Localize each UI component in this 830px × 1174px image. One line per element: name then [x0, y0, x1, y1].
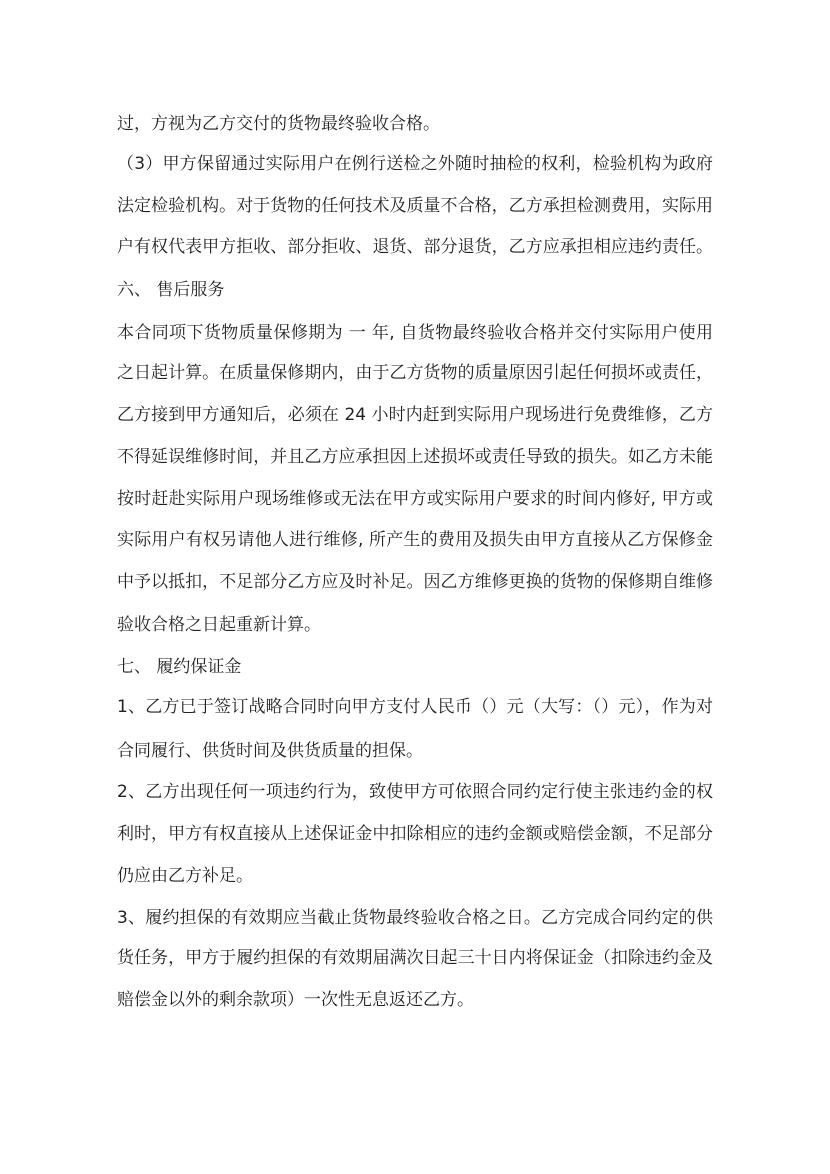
text-line: 货任务，甲方于履约担保的有效期届满次日起三十日内将保证金（扣除违约金及 [117, 948, 713, 968]
text-line: 中予以抵扣，不足部分乙方应及时补足。因乙方维修更换的货物的保修期自维修 [117, 572, 713, 592]
text-line: 2、乙方出现任何一项违约行为，致使甲方可依照合同约定行使主张违约金的权 [117, 782, 713, 802]
text-line: 本合同项下货物质量保修期为 一 年, 自货物最终验收合格并交付实际用户使用 [117, 323, 713, 343]
text-line: 赔偿金以外的剩余款项）一次性无息返还乙方。 [117, 990, 474, 1010]
text-line: 利时，甲方有权直接从上述保证金中扣除相应的违约金额或赔偿金额，不足部分 [117, 824, 713, 844]
text-line: 验收合格之日起重新计算。 [117, 615, 321, 635]
text-line: 之日起计算。在质量保修期内，由于乙方货物的质量原因引起任何损坏或责任， [117, 363, 713, 383]
text-line: 1、乙方已于签订战略合同时向甲方支付人民币（）元（大写：（）元），作为对 [117, 697, 713, 717]
text-line: 法定检验机构。对于货物的任何技术及质量不合格，乙方承担检测费用，实际用 [117, 196, 713, 216]
text-line: 不得延误维修时间，并且乙方应承担因上述损坏或责任导致的损失。如乙方未能 [117, 447, 713, 467]
text-line: 3、履约担保的有效期应当截止货物最终验收合格之日。乙方完成合同约定的供 [117, 908, 713, 928]
text-line: 仍应由乙方补足。 [117, 866, 253, 886]
text-line: （3）甲方保留通过实际用户在例行送检之外随时抽检的权利，检验机构为政府 [117, 154, 713, 174]
text-line: 户有权代表甲方拒收、部分拒收、退货、部分退货，乙方应承担相应违约责任。 [117, 237, 713, 257]
text-line: 七、 履约保证金 [117, 657, 242, 677]
text-line: 过，方视为乙方交付的货物最终验收合格。 [117, 114, 440, 134]
text-line: 合同履行、供货时间及供货质量的担保。 [117, 741, 423, 761]
text-line: 按时赶赴实际用户现场维修或无法在甲方或实际用户要求的时间内修好, 甲方或 [117, 489, 713, 509]
text-line: 实际用户有权另请他人进行维修, 所产生的费用及损失由甲方直接从乙方保修金 [117, 530, 713, 550]
text-line: 乙方接到甲方通知后，必须在 24 小时内赶到实际用户现场进行免费维修，乙方 [117, 405, 713, 425]
text-line: 六、 售后服务 [117, 280, 225, 300]
